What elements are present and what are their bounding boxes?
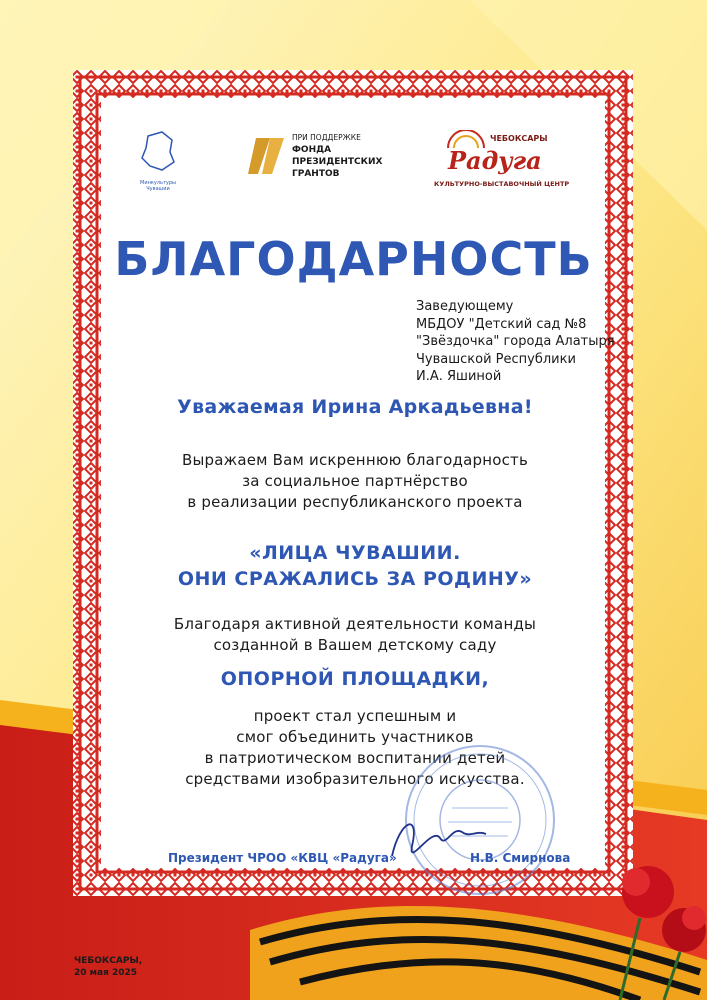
paragraph-line: проект стал успешным и [253,707,457,725]
footer-date: 20 мая 2025 [74,968,138,978]
addressee-line: И.А. Яшиной [416,369,502,384]
chuvashia-map-icon [128,128,188,174]
result-paragraph [110,706,600,790]
paragraph-line: созданной в Вашем детскому саду [213,636,497,654]
signer-position: Президент ЧРОО «КВЦ «Радуга» [168,851,397,865]
paragraph-line: за социальное партнёрство [242,472,468,490]
raduga-bottom: КУЛЬТУРНО-ВЫСТАВОЧНЫЙ ЦЕНТР [434,180,570,188]
fund-line3: ПРЕЗИДЕНТСКИХ [292,157,383,167]
raduga-logo [432,130,582,194]
addressee-line: Заведующему [416,299,514,314]
raduga-top: ЧЕБОКСАРЫ [490,134,548,143]
project-line: «ЛИЦА ЧУВАШИИ. [249,542,461,564]
fund-logo [248,132,408,192]
footer-city: ЧЕБОКСАРЫ, [74,956,143,966]
raduga-name: Радуга [448,146,542,175]
fund-line1: ПРИ ПОДДЕРЖКЕ [292,133,361,142]
paragraph-line: Благодаря активной деятельности команды [173,615,537,633]
fund-line4: ГРАНТОВ [292,169,340,179]
project-title [110,540,600,592]
footer-place-date [74,955,142,979]
gratitude-paragraph [110,450,600,513]
support-site: ОПОРНОЙ ПЛОЩАДКИ, [220,668,490,690]
paragraph-line: смог объединить участников [236,728,474,746]
presidential-grants-icon [248,134,288,178]
fund-line2: ФОНДА [292,145,332,155]
paragraph-line: средствами изобразительного искусства. [185,770,525,788]
addressee-line: МБДОУ "Детский сад №8 [416,316,587,332]
ministry-logo [128,128,188,192]
project-line: ОНИ СРАЖАЛИСЬ ЗА РОДИНУ» [177,568,533,590]
paragraph-line: в реализации республиканского проекта [187,493,523,511]
addressee-line: Чувашской Республики [416,351,576,367]
signer-name: Н.В. Смирнова [470,851,571,865]
team-paragraph [110,614,600,656]
addressee-line: "Звёздочка" города Алатыря [416,334,615,349]
greeting: Уважаемая Ирина Аркадьевна! [177,396,533,418]
page-title: БЛАГОДАРНОСТЬ [114,232,593,286]
ministry-caption: Минкультуры Чувашии [140,180,176,192]
paragraph-line: в патриотическом воспитании детей [204,749,506,767]
paragraph-line: Выражаем Вам искреннюю благодарность [181,451,529,469]
addressee-block [416,298,646,386]
